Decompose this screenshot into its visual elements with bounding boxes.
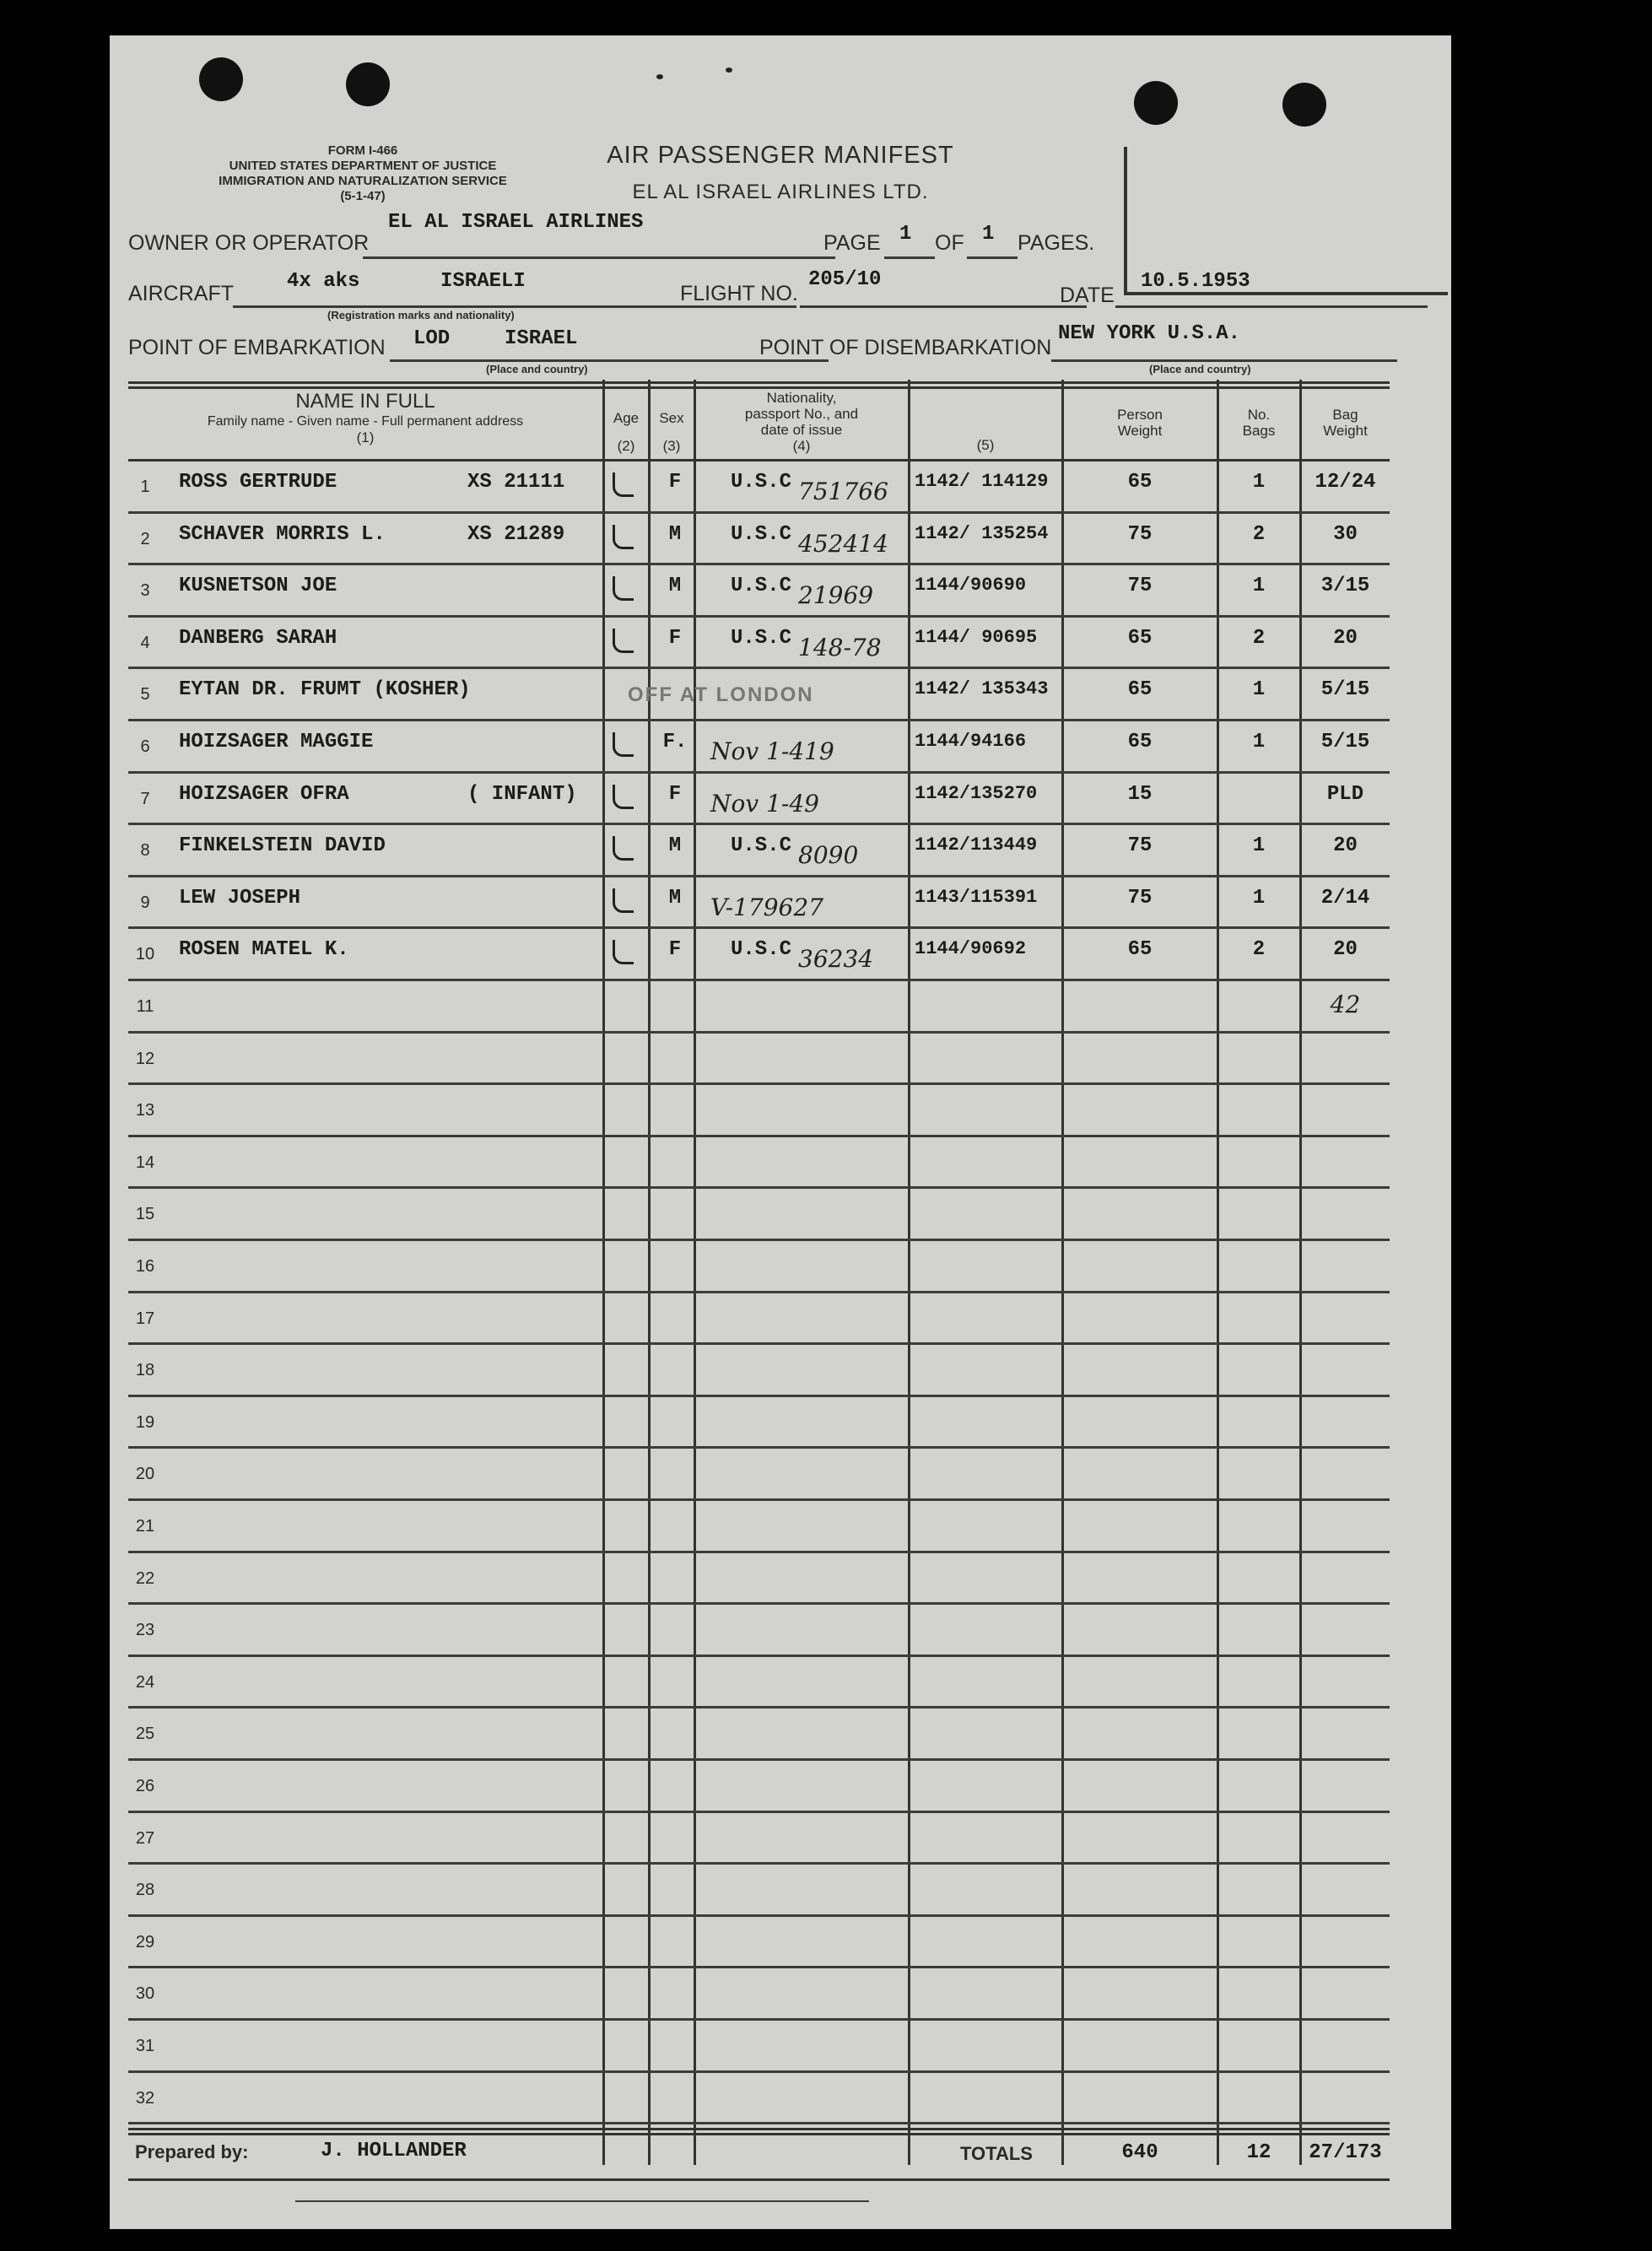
age-check-mark [613, 576, 634, 601]
bag-weight-heading-2: Weight [1323, 423, 1368, 439]
table-row-rule [128, 1031, 1390, 1034]
date-label: DATE [1060, 283, 1115, 307]
col-divider [694, 380, 696, 2165]
disembarkation-value: NEW YORK U.S.A. [1058, 322, 1241, 345]
owner-value: EL AL ISRAEL AIRLINES [388, 211, 644, 234]
table-row-rule [128, 1602, 1390, 1605]
row-number: 9 [140, 893, 150, 912]
row-number: 24 [135, 1672, 155, 1692]
person-weight: 15 [1127, 782, 1153, 806]
punch-hole-right-2 [1282, 83, 1326, 127]
table-row-rule [128, 1239, 1390, 1241]
page-label: PAGE [823, 231, 881, 255]
department-line: UNITED STATES DEPARTMENT OF JUSTICE [229, 159, 497, 173]
passenger-reference: XS 21111 [467, 471, 565, 494]
disembarkation-caption: (Place and country) [1149, 363, 1251, 375]
passport-number-handwritten: 36234 [798, 945, 874, 974]
passport-number-handwritten: Nov 1-419 [710, 737, 834, 765]
bag-count: 1 [1252, 678, 1266, 702]
nationality-heading-1: Nationality, [766, 390, 837, 406]
person-weight: 65 [1127, 938, 1153, 962]
bag-weight: 3/15 [1320, 575, 1370, 598]
passenger-nationality: U.S.C [731, 626, 792, 650]
age-check-mark [613, 525, 634, 549]
table-row-rule [128, 1551, 1390, 1553]
total-person-weight: 640 [1121, 2141, 1158, 2164]
bag-count: 2 [1252, 522, 1266, 546]
embarkation-country: ISRAEL [505, 327, 578, 350]
disembarkation-underline [1051, 359, 1397, 362]
row-number: 1 [140, 478, 150, 496]
age-check-mark [613, 836, 634, 861]
airline-name: EL AL ISRAEL AIRLINES LTD. [632, 181, 929, 203]
of-underline [967, 256, 1018, 259]
table-row-rule [128, 1135, 1390, 1137]
aircraft-caption: (Registration marks and nationality) [327, 309, 515, 321]
table-row-rule [128, 667, 1390, 669]
table-row-rule [128, 1342, 1390, 1345]
aircraft-label: AIRCRAFT [128, 282, 234, 305]
disembarkation-label: POINT OF DISEMBARKATION [759, 336, 1052, 359]
flight-underline [800, 305, 1087, 308]
table-row-rule [128, 1291, 1390, 1293]
col-header-nationality [695, 390, 908, 454]
row-number: 18 [135, 1361, 155, 1380]
prepared-by-label: Prepared by: [135, 2141, 249, 2162]
pages-label: PAGES. [1018, 231, 1095, 255]
passport-number-handwritten: 452414 [798, 529, 888, 558]
passenger-nationality: U.S.C [731, 938, 792, 962]
name-subheading: Family name - Given name - Full permanent address [207, 414, 524, 429]
table-row-rule [128, 511, 1390, 514]
col-header-bags [1218, 407, 1299, 439]
of-value: 1 [982, 223, 995, 246]
table-row-rule [128, 979, 1390, 981]
person-weight-heading-1: Person [1117, 407, 1163, 423]
row-number: 12 [135, 1049, 155, 1068]
person-weight: 75 [1127, 522, 1153, 546]
page-title: AIR PASSENGER MANIFEST [607, 142, 954, 169]
bag-weight: 20 [1333, 938, 1358, 962]
row-number: 7 [140, 789, 150, 808]
bag-weight: 20 [1333, 626, 1358, 650]
bag-weight: 5/15 [1320, 731, 1370, 753]
table-top-rule-2 [128, 386, 1390, 389]
off-at-london-stamp: OFF AT LONDON [628, 683, 814, 706]
passport-number-handwritten: 751766 [798, 478, 888, 505]
table-row-rule [128, 1498, 1390, 1501]
passenger-name: ROSS GERTRUDE [179, 471, 337, 494]
person-weight: 75 [1127, 886, 1153, 910]
prepared-by-value: J. HOLLANDER [321, 2140, 467, 2162]
row-number: 22 [135, 1568, 155, 1588]
passenger-sex: F. [662, 731, 688, 753]
nationality-heading-2: passport No., and [744, 406, 859, 422]
prepared-by-underline [295, 2200, 869, 2202]
row-number: 30 [135, 1984, 155, 2004]
name-heading: NAME IN FULL [295, 390, 435, 413]
person-weight: 65 [1127, 731, 1153, 753]
row-number: 25 [135, 1725, 155, 1744]
ticket-number: 1144/ 90695 [915, 626, 1038, 648]
punch-hole-left-1 [199, 57, 243, 101]
row-number: 21 [135, 1517, 155, 1536]
row-number: 17 [135, 1309, 155, 1328]
row-number: 2 [140, 529, 150, 548]
passenger-reference: ( INFANT) [467, 782, 577, 806]
bag-count: 1 [1252, 886, 1266, 910]
table-row-rule [128, 771, 1390, 774]
person-weight: 75 [1127, 575, 1153, 598]
ticket-number: 1143/115391 [915, 886, 1038, 908]
passport-number-handwritten: Nov 1-49 [710, 789, 819, 818]
bag-weight: 42 [1330, 991, 1361, 1018]
page-underline [884, 256, 935, 259]
punch-hole-left-2 [346, 62, 390, 106]
table-top-rule [128, 381, 1390, 384]
table-row-rule [128, 1706, 1390, 1708]
age-col-number: (2) [617, 438, 635, 454]
bag-weight: PLD [1326, 782, 1364, 806]
row-number: 26 [135, 1777, 155, 1795]
service-line: IMMIGRATION AND NATURALIZATION SERVICE [219, 174, 507, 188]
ticket-number: 1142/ 114129 [915, 471, 1049, 492]
bags-heading-1: No. [1247, 407, 1271, 423]
nationality-col-number: (4) [792, 438, 811, 454]
ticket-number: 1144/90690 [915, 575, 1027, 596]
col-divider [648, 380, 651, 2165]
name-col-number: (1) [356, 429, 375, 445]
passenger-nationality: U.S.C [731, 471, 792, 494]
passenger-name: DANBERG SARAH [179, 626, 337, 650]
speck [656, 74, 663, 79]
col-header-person-weight [1063, 407, 1217, 439]
table-row-rule [128, 875, 1390, 877]
passenger-reference: XS 21289 [467, 522, 565, 546]
col-header-name [128, 390, 602, 445]
row-number: 11 [136, 997, 154, 1016]
passenger-sex: F [668, 471, 682, 494]
age-check-mark [613, 732, 634, 757]
ticket-number: 1142/113449 [915, 834, 1038, 856]
table-row-rule [128, 1655, 1390, 1657]
table-row-rule [128, 926, 1390, 929]
row-number: 10 [135, 945, 155, 964]
row-number: 16 [135, 1257, 155, 1276]
person-weight: 65 [1127, 471, 1153, 494]
row-number: 29 [135, 1932, 155, 1951]
ticket-number: 1142/ 135254 [915, 522, 1049, 544]
age-check-mark [613, 472, 634, 497]
nationality-heading-3: date of issue [760, 422, 843, 438]
of-label: OF [935, 231, 964, 255]
age-check-mark [613, 629, 634, 653]
totals-top-rule [128, 2128, 1390, 2130]
passenger-sex: F [668, 626, 682, 650]
passenger-sex: F [668, 782, 682, 806]
total-bag-weight: 27/173 [1309, 2141, 1382, 2164]
table-row-rule [128, 1811, 1390, 1813]
sex-heading: Sex [659, 410, 684, 426]
form-number: FORM I-466 [327, 143, 398, 158]
col-header-sex [650, 410, 694, 454]
age-check-mark [613, 940, 634, 964]
row-number: 6 [140, 737, 150, 756]
row-number: 31 [135, 2037, 155, 2055]
row-number: 13 [135, 1101, 155, 1120]
table-row-rule [128, 2018, 1390, 2021]
bag-count: 1 [1252, 575, 1266, 598]
ticket-number: 1142/ 135343 [915, 678, 1049, 700]
passenger-sex: M [668, 886, 682, 910]
embarkation-caption: (Place and country) [486, 363, 588, 375]
table-row-rule [128, 1082, 1390, 1085]
col-divider [908, 380, 910, 2165]
row-number: 32 [135, 2088, 155, 2108]
passenger-name: HOIZSAGER OFRA [179, 782, 349, 806]
table-row-rule [128, 1966, 1390, 1968]
aircraft-registration: 4x aks [287, 270, 360, 293]
table-row-rule [128, 2070, 1390, 2073]
col-header-bag-weight [1301, 407, 1390, 439]
row-number: 20 [135, 1465, 155, 1484]
age-check-mark [613, 888, 634, 913]
table-row-rule [128, 1446, 1390, 1449]
table-row-rule [128, 615, 1390, 618]
date-value: 10.5.1953 [1141, 270, 1250, 293]
row-number: 27 [135, 1828, 155, 1848]
punch-hole-right-1 [1134, 81, 1178, 125]
col-divider [602, 380, 605, 2165]
date-underline [1115, 305, 1428, 308]
totals-label: TOTALS [960, 2143, 1033, 2164]
aircraft-nationality: ISRAELI [440, 270, 526, 293]
person-weight-heading-2: Weight [1117, 423, 1163, 439]
row-number: 5 [140, 685, 150, 704]
table-row-rule [128, 1395, 1390, 1397]
table-row-rule [128, 1186, 1390, 1189]
bag-weight: 12/24 [1315, 471, 1376, 494]
person-weight: 65 [1127, 626, 1153, 650]
bag-count: 1 [1252, 731, 1266, 753]
row-number: 28 [135, 1881, 155, 1900]
total-bags: 12 [1246, 2141, 1271, 2164]
passport-number-handwritten: 148-78 [798, 633, 882, 661]
passport-number-handwritten: V-179627 [710, 893, 823, 921]
passenger-nationality: U.S.C [731, 575, 792, 598]
manifest-sheet [110, 35, 1451, 2229]
sex-col-number: (3) [662, 438, 681, 454]
passenger-name: KUSNETSON JOE [179, 575, 337, 598]
owner-label: OWNER OR OPERATOR [128, 231, 370, 255]
table-row-rule [128, 1862, 1390, 1865]
owner-underline [363, 256, 835, 259]
passenger-sex: M [668, 834, 682, 858]
person-weight: 75 [1127, 834, 1153, 858]
passenger-sex: F [668, 938, 682, 962]
col-header-age [604, 410, 648, 454]
passenger-sex: M [668, 575, 682, 598]
passenger-name: FINKELSTEIN DAVID [179, 834, 386, 858]
form-date: (5-1-47) [340, 189, 386, 203]
bag-weight: 2/14 [1320, 886, 1370, 910]
bag-weight-heading-1: Bag [1332, 407, 1358, 423]
bag-count: 2 [1252, 938, 1266, 962]
row-number: 23 [135, 1621, 155, 1640]
passenger-name: EYTAN DR. FRUMT (KOSHER) [179, 678, 471, 702]
table-row-rule [128, 563, 1390, 565]
ticket-number: 1142/135270 [915, 782, 1038, 804]
passenger-name: LEW JOSEPH [179, 886, 301, 910]
table-row-rule [128, 1758, 1390, 1761]
bag-count: 1 [1252, 834, 1266, 858]
row-number: 14 [135, 1152, 155, 1172]
totals-top-rule-2 [128, 2133, 1390, 2135]
bag-count: 2 [1252, 626, 1266, 650]
passenger-nationality: U.S.C [731, 522, 792, 546]
table-row-rule [128, 823, 1390, 825]
passenger-sex: M [668, 522, 682, 546]
passenger-name: SCHAVER MORRIS L. [179, 522, 386, 546]
person-weight: 65 [1127, 678, 1153, 702]
passenger-name: HOIZSAGER MAGGIE [179, 731, 374, 753]
passenger-nationality: U.S.C [731, 834, 792, 858]
form-id-block [127, 143, 599, 204]
row-number: 8 [140, 841, 150, 861]
row-number: 4 [140, 633, 150, 652]
ticket-number: 1144/90692 [915, 938, 1027, 960]
table-row-rule [128, 719, 1390, 721]
totals-bottom-rule [128, 2178, 1390, 2181]
passport-number-handwritten: 8090 [798, 841, 859, 870]
bags-heading-2: Bags [1242, 423, 1276, 439]
bag-count: 1 [1252, 471, 1266, 494]
speck [726, 67, 732, 73]
flight-value: 205/10 [808, 268, 882, 291]
table-row-rule [128, 1914, 1390, 1917]
row-number: 15 [135, 1205, 155, 1224]
ticket-number: 1144/94166 [915, 731, 1027, 752]
header-bottom-rule [128, 459, 1390, 462]
age-heading: Age [613, 410, 640, 426]
table-row-rule [128, 2122, 1390, 2124]
bag-weight: 20 [1333, 834, 1358, 858]
col-header-5: (5) [976, 437, 995, 453]
row-number: 3 [140, 581, 150, 601]
passport-number-handwritten: 21969 [798, 581, 874, 610]
flight-label: FLIGHT NO. [680, 282, 798, 305]
age-check-mark [613, 785, 634, 809]
bag-weight: 5/15 [1320, 678, 1370, 702]
embarkation-place: LOD [413, 327, 451, 350]
page-value: 1 [899, 223, 912, 246]
row-number: 19 [135, 1412, 155, 1432]
passenger-name: ROSEN MATEL K. [179, 938, 349, 962]
embarkation-label: POINT OF EMBARKATION [128, 336, 386, 359]
bag-weight: 30 [1333, 522, 1358, 546]
